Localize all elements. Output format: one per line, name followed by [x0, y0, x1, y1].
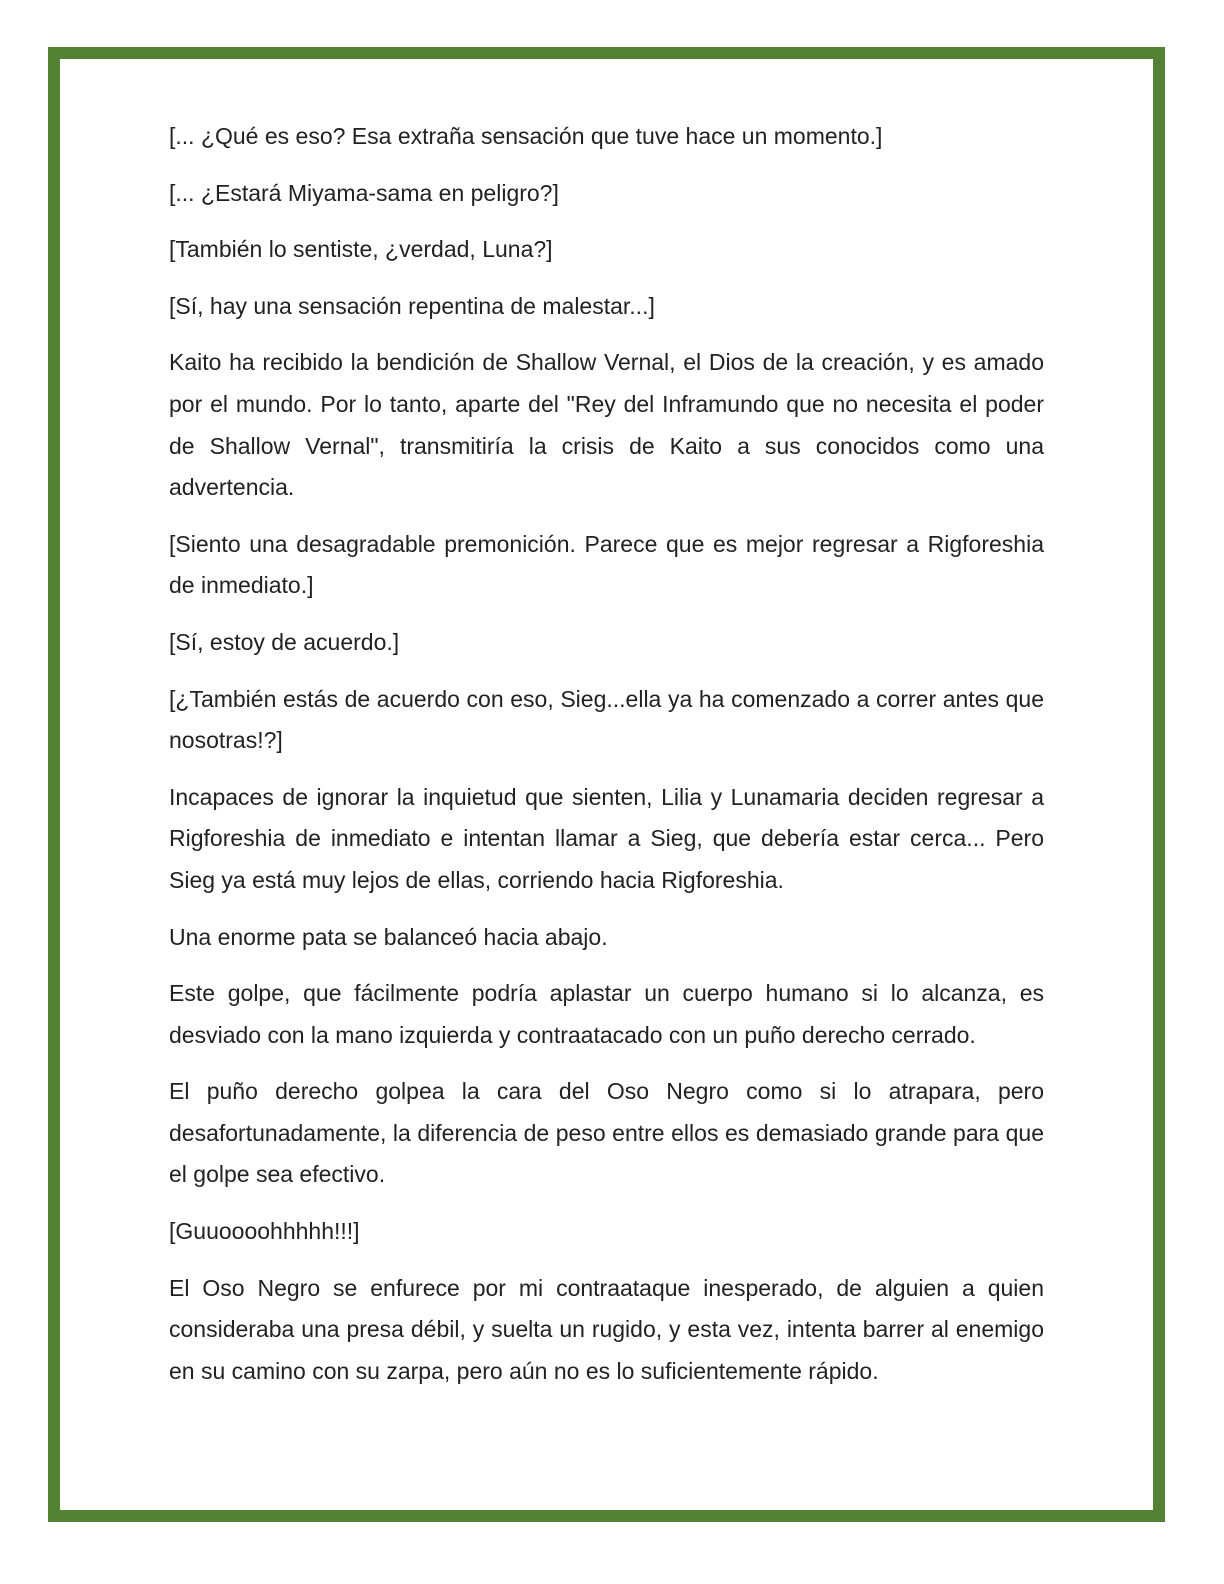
paragraph-1: [... ¿Qué es eso? Esa extraña sensación que tuve hace un momento.] — [169, 123, 883, 149]
paragraph-2: [... ¿Estará Miyama-sama en peligro?] — [169, 179, 559, 206]
paragraph-11: Este golpe, que fácilmente podría aplastar un cuerpo humano si lo alcanza, es desviado con la mano izquierda y contraatacado con un puño derecho cerrado. — [169, 980, 1044, 1048]
paragraph-10: Una enorme pata se balanceó hacia abajo. — [169, 923, 608, 950]
paragraph-5: Kaito ha recibido la bendición de Shallow Vernal, el Dios de la creación, y es amado por el mundo. Por lo tanto, aparte del "Rey del Inframundo que no necesita el poder de Shallow Vernal", transmitiría la crisis de Kaito a sus conocidos como una advertencia. — [169, 349, 1044, 501]
paragraph-6: [Siento una desagradable premonición. Parece que es mejor regresar a Rigforeshia de inmediato.] — [169, 530, 1044, 599]
paragraph-13: [Guuoooohhhhh!!!] — [169, 1218, 360, 1245]
paragraph-4: [Sí, hay una sensación repentina de malestar...] — [169, 292, 655, 319]
paragraph-8: [¿También estás de acuerdo con eso, Sieg...ella ya ha comenzado a correr antes que nosotras!?] — [169, 685, 1044, 754]
paragraph-9: Incapaces de ignorar la inquietud que sienten, Lilia y Lunamaria deciden regresar a Rigforeshia de inmediato e intentan llamar a Sieg, que debería estar cerca... Pero Sieg ya está muy lejos de ellas, corriendo hacia Rigforeshia. — [169, 783, 1044, 893]
paragraph-3: [También lo sentiste, ¿verdad, Luna?] — [169, 236, 553, 263]
paragraph-7: [Sí, estoy de acuerdo.] — [169, 628, 400, 655]
paragraph-14: El Oso Negro se enfurece por mi contraataque inesperado, de alguien a quien consideraba una presa débil, y suelta un rugido, y esta vez, intenta barrer al enemigo en su camino con su zarpa, pero aún no es lo suficientemente rápido. — [169, 1274, 1044, 1384]
paragraph-12: El puño derecho golpea la cara del Oso Negro como si lo atrapara, pero desafortunadamente, la diferencia de peso entre ellos es demasiado grande para que el golpe sea efectivo. — [169, 1078, 1044, 1188]
page-body — [169, 116, 1044, 1407]
